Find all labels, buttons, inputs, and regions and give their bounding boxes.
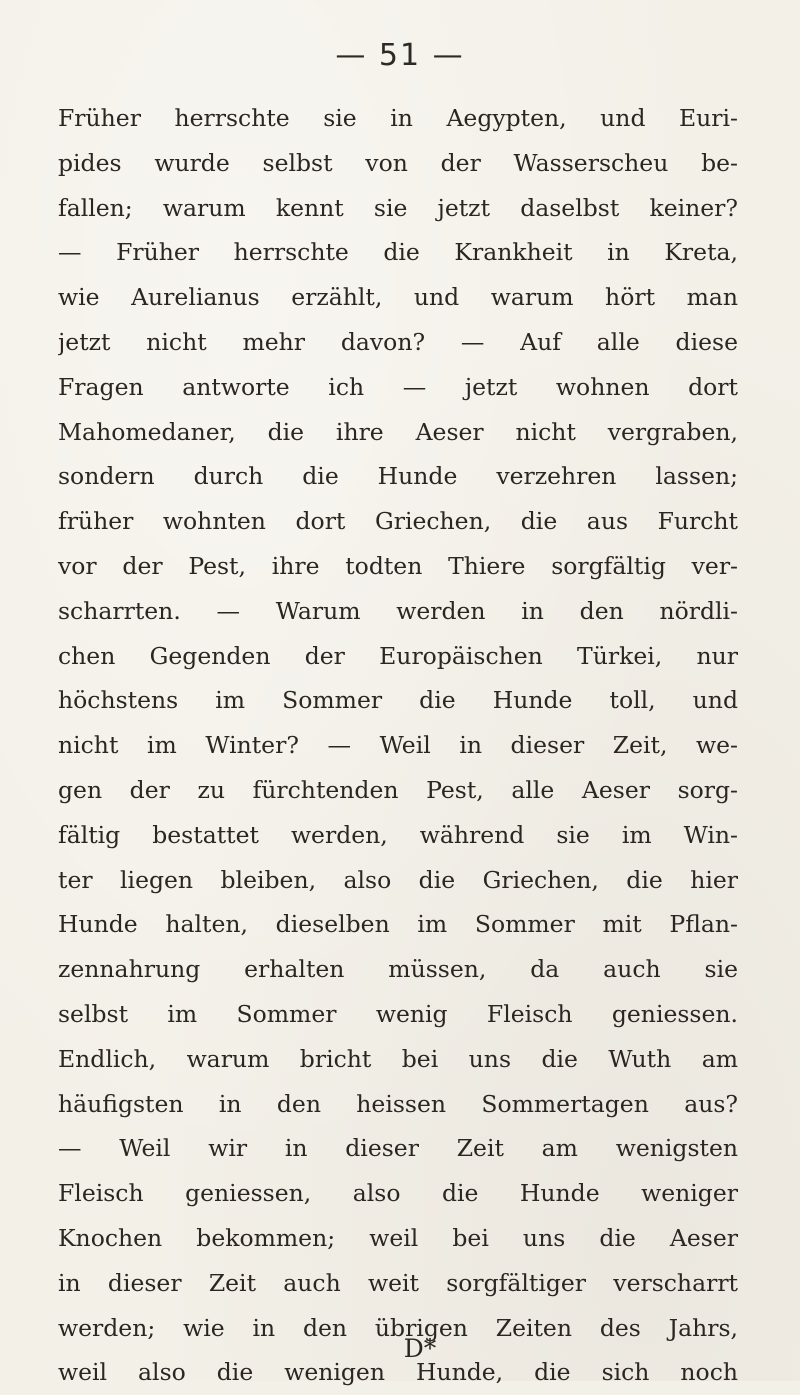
text-line: selbst im Sommer wenig Fleisch geniessen. [58,999,738,1028]
text-line: nicht im Winter? — Weil in dieser Zeit, we- [58,731,738,760]
page-number: — 51 — [335,38,465,73]
text-line: Knochen bekommen; weil bei uns die Aeser [58,1223,738,1252]
text-line: weil also die wenigen Hunde, die sich noch [58,1358,738,1387]
signature-mark: D* [403,1334,437,1363]
text-line: chen Gegenden der Europäischen Türkei, nur [58,641,738,670]
text-line: pides wurde selbst von der Wasserscheu be- [58,148,738,177]
text-line: in dieser Zeit auch weit sorgfältiger verscharrt [58,1268,738,1297]
text-line: — Früher herrschte die Krankheit in Kreta, [58,238,738,267]
text-line: fältig bestattet werden, während sie im Win- [58,820,738,849]
text-line: — Weil wir in dieser Zeit am wenigsten [58,1134,738,1163]
text-line: häufigsten in den heissen Sommertagen aus? [58,1089,738,1118]
text-line: Fleisch geniessen, also die Hunde weniger [58,1179,738,1208]
text-line: werden; wie in den übrigen Zeiten des Jahrs, [58,1313,738,1342]
text-line: Endlich, warum bricht bei uns die Wuth am [58,1044,738,1073]
text-line: Früher herrschte sie in Aegypten, und Euri- [58,104,738,132]
text-line: Hunde halten, dieselben im Sommer mit Pflan- [58,910,738,939]
text-line: höchstens im Sommer die Hunde toll, und [58,686,738,715]
text-line: vor der Pest, ihre todten Thiere sorgfältig ver- [58,551,738,580]
text-line: zennahrung erhalten müssen, da auch sie [58,955,738,984]
text-line: Fragen antworte ich — jetzt wohnen dort [58,372,738,401]
text-line: fallen; warum kennt sie jetzt daselbst keiner? [58,193,738,222]
text-line: wie Aurelianus erzählt, und warum hört man [58,283,738,312]
text-line: scharrten. — Warum werden in den nördli- [58,596,738,625]
body-text [58,96,738,1395]
text-line: ter liegen bleiben, also die Griechen, die hier [58,865,738,894]
text-line: Mahomedaner, die ihre Aeser nicht vergraben, [58,417,738,446]
text-line: jetzt nicht mehr davon? — Auf alle diese [58,327,738,356]
text-line: gen der zu fürchtenden Pest, alle Aeser sorg- [58,775,738,804]
text-line: früher wohnten dort Griechen, die aus Furcht [58,507,738,536]
text-line: sondern durch die Hunde verzehren lassen; [58,462,738,491]
